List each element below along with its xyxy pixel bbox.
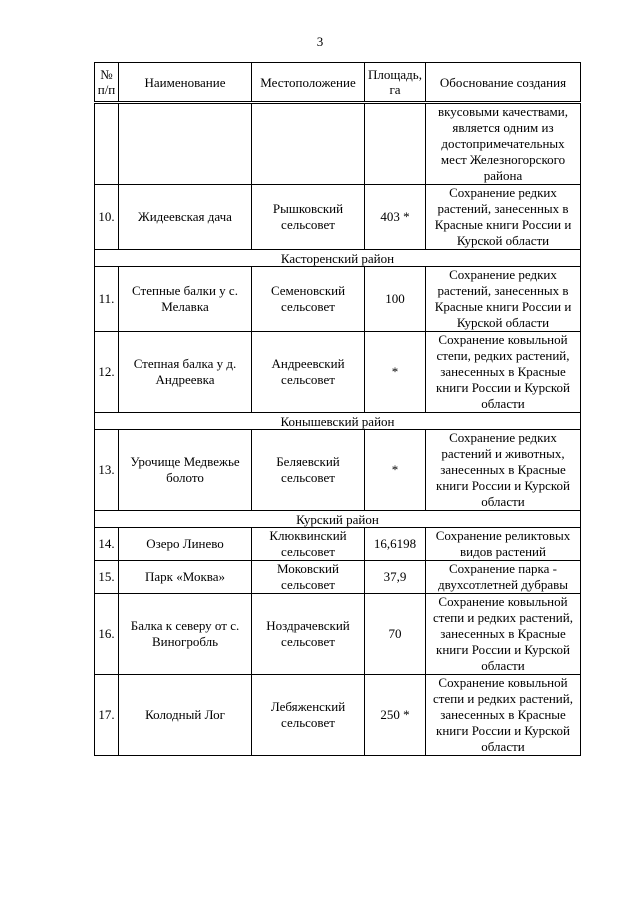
row-location xyxy=(252,103,365,185)
row-num xyxy=(95,103,119,185)
row-reason: Сохранение реликтовых видов растений xyxy=(426,528,581,561)
district-title: Курский район xyxy=(95,511,581,528)
table-header-row xyxy=(95,63,581,103)
row-location: Клюквинский сельсовет xyxy=(252,528,365,561)
header-area: Площадь, га xyxy=(365,63,426,103)
row-area: 37,9 xyxy=(365,561,426,594)
row-location: Лебяженский сельсовет xyxy=(252,675,365,756)
row-num: 14. xyxy=(95,528,119,561)
district-row xyxy=(95,250,581,267)
district-title: Конышевский район xyxy=(95,413,581,430)
row-name xyxy=(119,103,252,185)
row-area: 100 xyxy=(365,267,426,332)
row-reason: Сохранение ковыльной степи и редких растений, занесенных в Красные книги России и Курской области xyxy=(426,594,581,675)
row-name: Степная балка у д. Андреевка xyxy=(119,332,252,413)
row-area: 16,6198 xyxy=(365,528,426,561)
row-reason: Сохранение парка - двухсотлетней дубравы xyxy=(426,561,581,594)
row-reason: Сохранение редких растений и животных, занесенных в Красные книги России и Курской области xyxy=(426,430,581,511)
row-num: 15. xyxy=(95,561,119,594)
row-num: 16. xyxy=(95,594,119,675)
header-name: Наименование xyxy=(119,63,252,103)
row-area: * xyxy=(365,430,426,511)
row-location: Андреевский сельсовет xyxy=(252,332,365,413)
table-row xyxy=(95,267,581,332)
row-name: Колодный Лог xyxy=(119,675,252,756)
row-location: Семеновский сельсовет xyxy=(252,267,365,332)
row-name: Озеро Линево xyxy=(119,528,252,561)
table-row xyxy=(95,528,581,561)
row-num: 11. xyxy=(95,267,119,332)
row-name: Парк «Моква» xyxy=(119,561,252,594)
row-num: 12. xyxy=(95,332,119,413)
row-area: 250 * xyxy=(365,675,426,756)
table-row xyxy=(95,430,581,511)
page-number: 3 xyxy=(316,34,324,49)
row-num: 17. xyxy=(95,675,119,756)
row-name: Степные балки у с. Мелавка xyxy=(119,267,252,332)
row-location: Моковский сельсовет xyxy=(252,561,365,594)
row-location: Беляевский сельсовет xyxy=(252,430,365,511)
table-row xyxy=(95,594,581,675)
row-area xyxy=(365,103,426,185)
row-area: 70 xyxy=(365,594,426,675)
row-reason: Сохранение редких растений, занесенных в Красные книги России и Курской области xyxy=(426,185,581,250)
protected-areas-table xyxy=(94,62,581,756)
table-row xyxy=(95,332,581,413)
row-area: 403 * xyxy=(365,185,426,250)
row-location: Ноздрачевский сельсовет xyxy=(252,594,365,675)
row-location: Рышковский сельсовет xyxy=(252,185,365,250)
row-num: 13. xyxy=(95,430,119,511)
table-row xyxy=(95,561,581,594)
district-row xyxy=(95,511,581,528)
row-name: Балка к северу от с. Виногробль xyxy=(119,594,252,675)
district-title: Касторенский район xyxy=(95,250,581,267)
row-num: 10. xyxy=(95,185,119,250)
header-location: Местоположение xyxy=(252,63,365,103)
row-reason: Сохранение ковыльной степи и редких растений, занесенных в Красные книги России и Курской области xyxy=(426,675,581,756)
row-reason: Сохранение редких растений, занесенных в Красные книги России и Курской области xyxy=(426,267,581,332)
row-name: Жидеевская дача xyxy=(119,185,252,250)
header-num: № п/п xyxy=(95,63,119,103)
row-area: * xyxy=(365,332,426,413)
header-reason: Обоснование создания xyxy=(426,63,581,103)
district-row xyxy=(95,413,581,430)
row-reason: Сохранение ковыльной степи, редких растений, занесенных в Красные книги России и Курской области xyxy=(426,332,581,413)
table-row xyxy=(95,675,581,756)
row-reason: вкусовыми качествами, является одним из достопримечательных мест Железногорского района xyxy=(426,103,581,185)
row-name: Урочище Медвежье болото xyxy=(119,430,252,511)
table-row xyxy=(95,185,581,250)
table-row xyxy=(95,103,581,185)
